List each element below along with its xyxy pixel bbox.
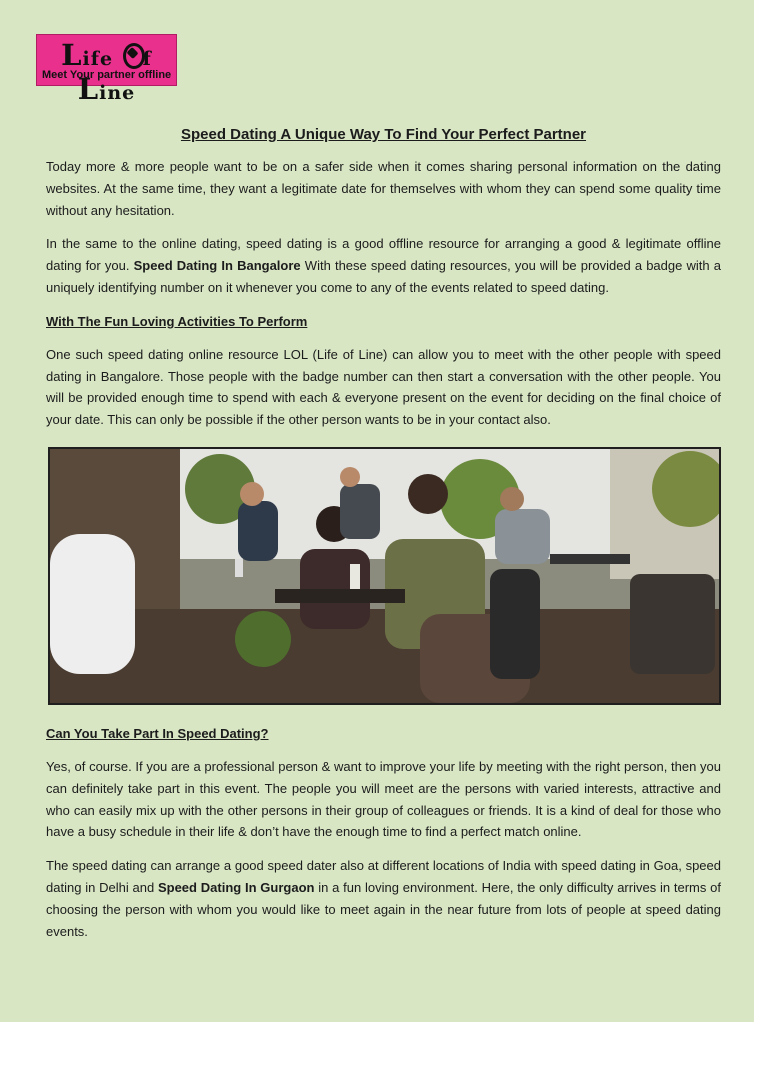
article-title: Speed Dating A Unique Way To Find Your Perfect Partner <box>180 126 587 143</box>
paragraph-text: With these speed dating resources, you will be provided a badge with a uniquely identifying number on it whenever you come to any of the events related to speed dating. <box>46 258 722 295</box>
article-body <box>46 124 721 954</box>
paragraph-lol: One such speed dating online resource LOL (Life of Line) can allow you to meet with the other people with speed dating in Bangalore. Those people with the badge number can then start a conversation with the other people. You will be provided enough time to spend with each & everyone present on the event for deciding on the final choice of your date. This can only be possible if the other person wants to be in your contact also. <box>46 346 721 428</box>
gurgaon-keyword: Speed Dating In Gurgaon <box>157 879 315 895</box>
bangalore-keyword: Speed Dating In Bangalore <box>133 258 301 274</box>
paragraph-text: In the same to the online dating, speed dating is a good offline resource for arranging a good & legitimate offline dating for you. <box>46 236 721 274</box>
logo-tagline: Meet Your partner offline <box>42 69 172 81</box>
page-margin-strip <box>754 0 768 1022</box>
paragraph-text: The speed dating can arrange a good speed dater also at different locations of India with speed dating in Goa, speed dating in Delhi and <box>46 858 721 895</box>
section-heading-fun-activities: With The Fun Loving Activities To Perform <box>46 313 308 329</box>
paragraph-bangalore <box>46 233 721 298</box>
paragraph-professional: Yes, of course. If you are a professional person & want to improve your life by meeting with the right person, then you can definitely take part in this event. The people you will meet are the persons with varied interests, attractive and who can easily mix up with the other persons in their group of colleagues or friends. It is a kind of deal for those who have a busy schedule in their life & don’t have the enough time to find a perfect match online. <box>46 758 721 840</box>
paragraph-locations <box>46 855 721 942</box>
life-of-line-logo[interactable] <box>36 34 177 106</box>
paragraph-text: in a fun loving environment. Here, the only difficulty arrives in terms of choosing the person with whom you would like to meet again in the near future from lots of people at speed dating events. <box>46 879 721 939</box>
paragraph-intro: Today more & more people want to be on a safer side when it comes sharing personal information on the dating websites. At the same time, they want a legitimate date for themselves with whom they can spend some quality time without any hesitation. <box>46 159 721 218</box>
heart-icon <box>121 41 143 67</box>
section-heading-take-part: Can You Take Part In Speed Dating? <box>46 725 269 741</box>
logo-wordmark: Life f Line <box>61 38 152 106</box>
photo-illustration <box>50 449 719 703</box>
rooftop-cafe-photo <box>48 447 721 705</box>
